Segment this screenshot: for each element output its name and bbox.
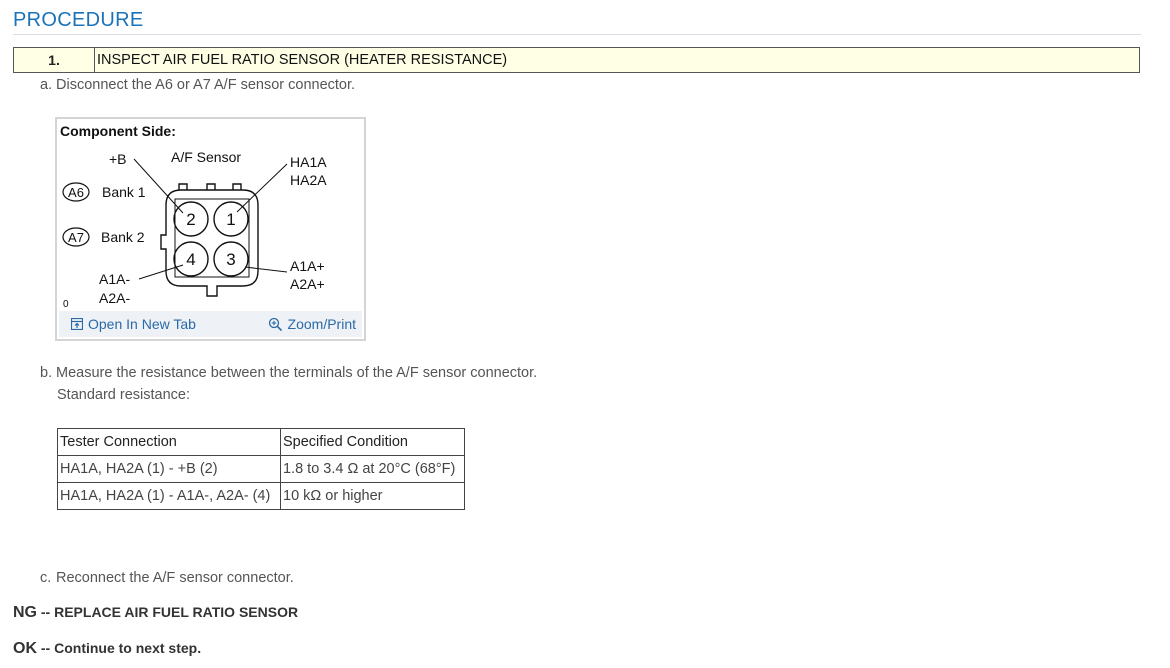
result-text: -- REPLACE AIR FUEL RATIO SENSOR — [37, 604, 299, 620]
a1a-plus-label: A1A+ — [290, 258, 325, 274]
substep-c — [40, 570, 294, 586]
result-ok — [13, 640, 201, 658]
table-cell: HA1A, HA2A (1) - +B (2) — [58, 456, 281, 483]
title-divider — [13, 34, 1141, 35]
zoom-label: Zoom/Print — [287, 316, 356, 332]
figure-footer — [59, 311, 362, 337]
ha1a-leader — [237, 164, 287, 212]
a2a-plus-label: A2A+ — [290, 276, 325, 292]
substep-text: Disconnect the A6 or A7 A/F sensor connector. — [56, 77, 356, 93]
open-in-new-tab-link[interactable] — [71, 316, 196, 332]
small-mark: 0 — [63, 299, 69, 310]
result-text: -- Continue to next step. — [37, 640, 202, 656]
a1a-minus-label: A1A- — [99, 271, 131, 287]
substep-letter: a. — [40, 77, 53, 93]
result-code: OK — [13, 640, 37, 657]
pin-3: 3 — [226, 250, 236, 269]
table-cell: HA1A, HA2A (1) - A1A-, A2A- (4) — [58, 483, 281, 510]
pin-2: 2 — [186, 210, 196, 229]
substep-letter: b. — [40, 365, 53, 381]
step-number: 1. — [14, 48, 95, 72]
figure-title: Component Side: — [60, 123, 176, 139]
a6-badge: A6 — [68, 185, 84, 200]
sensor-label: A/F Sensor — [171, 149, 242, 165]
ha1a-label: HA1A — [290, 154, 327, 170]
standard-resistance-label: Standard resistance: — [57, 387, 190, 403]
substep-b — [40, 365, 537, 381]
zoom-icon — [268, 317, 283, 332]
bank1-label: Bank 1 — [102, 184, 146, 200]
open-tab-label: Open In New Tab — [88, 316, 196, 332]
connector-diagram — [57, 119, 364, 339]
substep-letter: c. — [40, 570, 52, 586]
connector-latches — [179, 184, 241, 190]
table-row — [58, 456, 465, 483]
connector-figure — [55, 117, 366, 341]
page-title: PROCEDURE — [13, 9, 144, 31]
connector-outline — [134, 159, 287, 296]
open-tab-icon — [71, 318, 83, 330]
pin-4: 4 — [186, 250, 196, 269]
substep-text: Reconnect the A/F sensor connector. — [56, 570, 294, 586]
header-tester-connection: Tester Connection — [58, 429, 281, 456]
ha2a-label: HA2A — [290, 172, 327, 188]
table-header-row — [58, 429, 465, 456]
a1a-plus-leader — [245, 267, 287, 272]
pin-1: 1 — [226, 210, 236, 229]
result-code: NG — [13, 604, 37, 621]
table-row — [58, 483, 465, 510]
table-cell: 10 kΩ or higher — [281, 483, 465, 510]
substep-text: Measure the resistance between the terminals of the A/F sensor connector. — [56, 365, 538, 381]
a2a-minus-label: A2A- — [99, 290, 131, 306]
bank2-label: Bank 2 — [101, 229, 145, 245]
step-title: INSPECT AIR FUEL RATIO SENSOR (HEATER RESISTANCE) — [97, 52, 508, 68]
step-header — [13, 47, 1140, 73]
resistance-table — [57, 428, 465, 510]
result-ng — [13, 604, 298, 622]
substep-a — [40, 77, 355, 93]
header-specified-condition: Specified Condition — [281, 429, 465, 456]
zoom-print-link[interactable] — [268, 316, 356, 332]
plus-b-label: +B — [109, 151, 127, 167]
a7-badge: A7 — [68, 230, 84, 245]
table-cell: 1.8 to 3.4 Ω at 20°C (68°F) — [281, 456, 465, 483]
